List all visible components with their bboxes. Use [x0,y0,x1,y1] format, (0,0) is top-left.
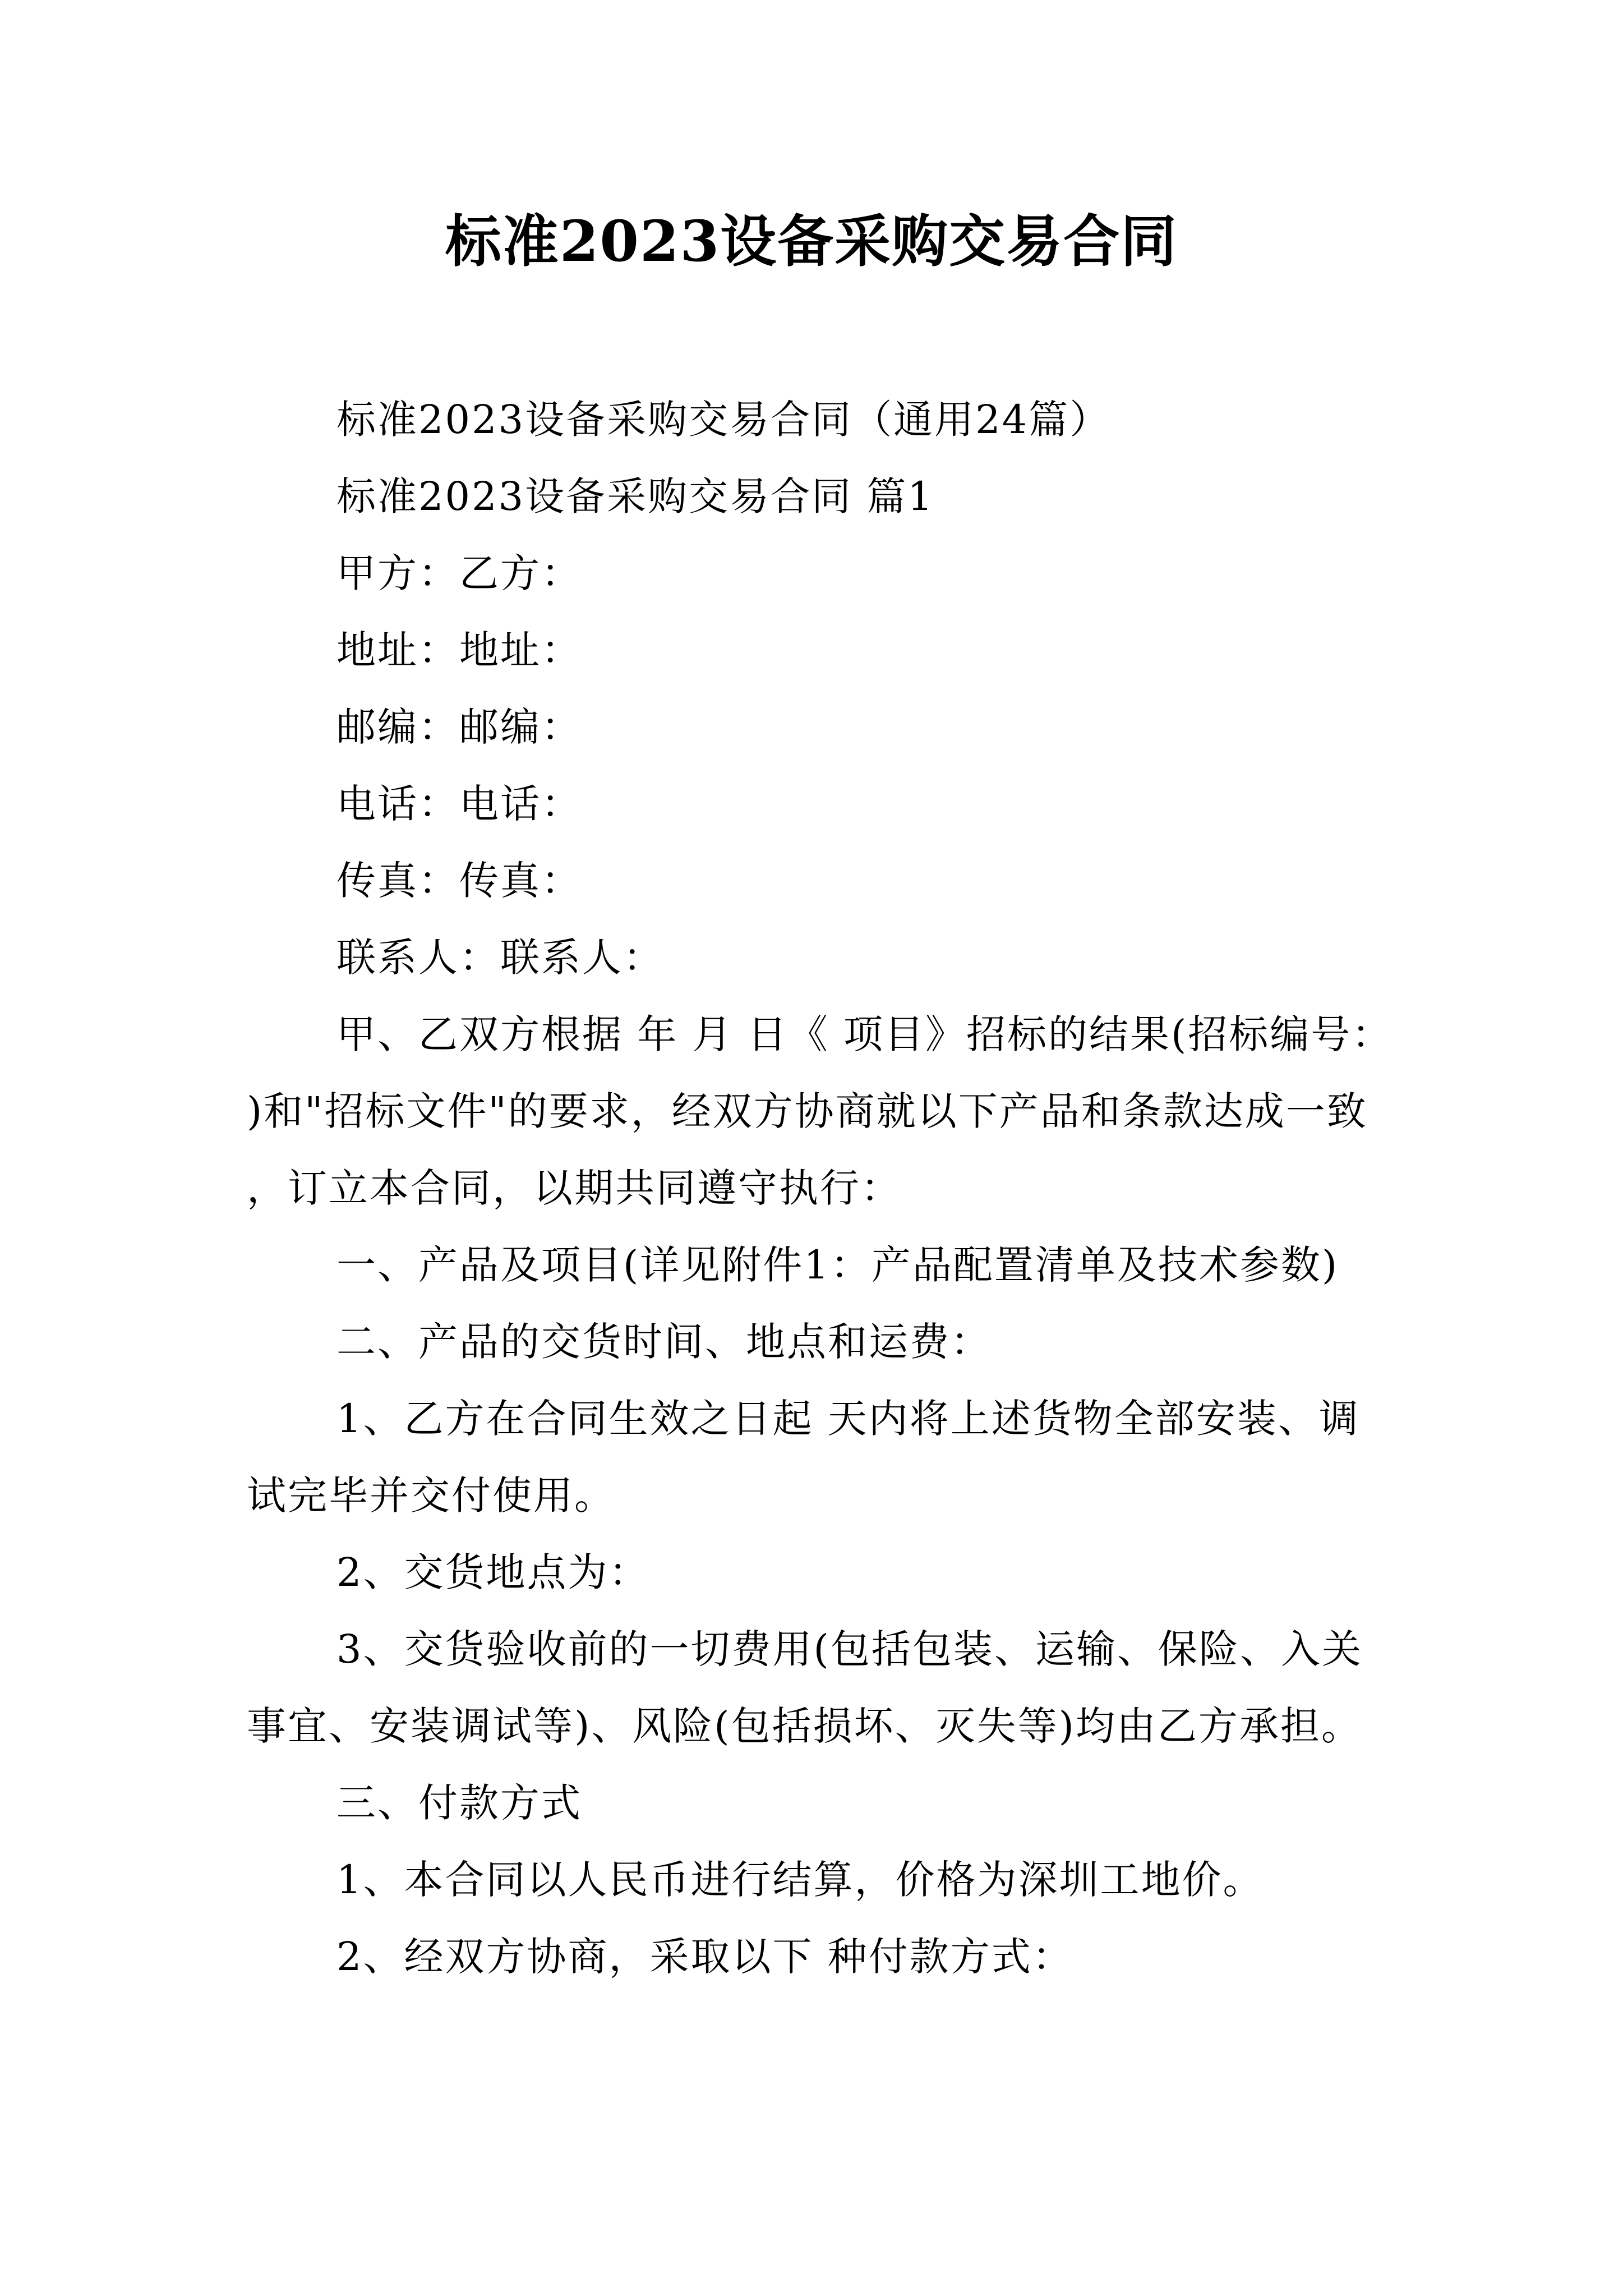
paragraph-clause-2-item-2: 2、交货地点为： [336,1549,650,1595]
paragraph-preamble: 甲、乙双方根据 年 月 日《 项目》招标的结果(招标编号：)和"招标文件"的要求，经双方协商就以下产品和条款达成一致，订立本合同，以期共同遵守执行： [247,1011,1373,1211]
paragraph-section-heading: 标准2023设备采购交易合同 篇1 [336,473,934,519]
paragraph-contact: 联系人：联系人： [336,935,664,981]
paragraph-clause-2-item-1: 1、乙方在合同生效之日起 天内将上述货物全部安装、调试完毕并交付使用。 [247,1396,1360,1519]
paragraph-address: 地址：地址： [336,627,582,673]
paragraph-clause-1: 一、产品及项目(详见附件1：产品配置清单及技术参数) [336,1242,1339,1288]
document-title: 标准2023设备采购交易合同 [445,208,1178,274]
paragraph-subtitle: 标准2023设备采购交易合同（通用24篇） [336,397,1111,443]
paragraph-clause-3: 三、付款方式 [336,1780,582,1826]
paragraph-postcode: 邮编：邮编： [336,704,582,750]
paragraph-clause-3-item-1: 1、本合同以人民币进行结算，价格为深圳工地价。 [336,1857,1264,1903]
document-body [247,381,1385,1995]
paragraph-parties: 甲方：乙方： [336,550,582,596]
paragraph-fax: 传真：传真： [336,858,582,904]
paragraph-clause-2: 二、产品的交货时间、地点和运费： [336,1319,992,1365]
paragraph-clause-2-item-3: 3、交货验收前的一切费用(包括包装、运输、保险、入关事宜、安装调试等)、风险(包括损坏、灭失等)均由乙方承担。 [247,1626,1363,1749]
paragraph-clause-3-item-2: 2、经双方协商，采取以下 种付款方式： [336,1934,1073,1980]
paragraph-phone: 电话：电话： [336,781,582,827]
